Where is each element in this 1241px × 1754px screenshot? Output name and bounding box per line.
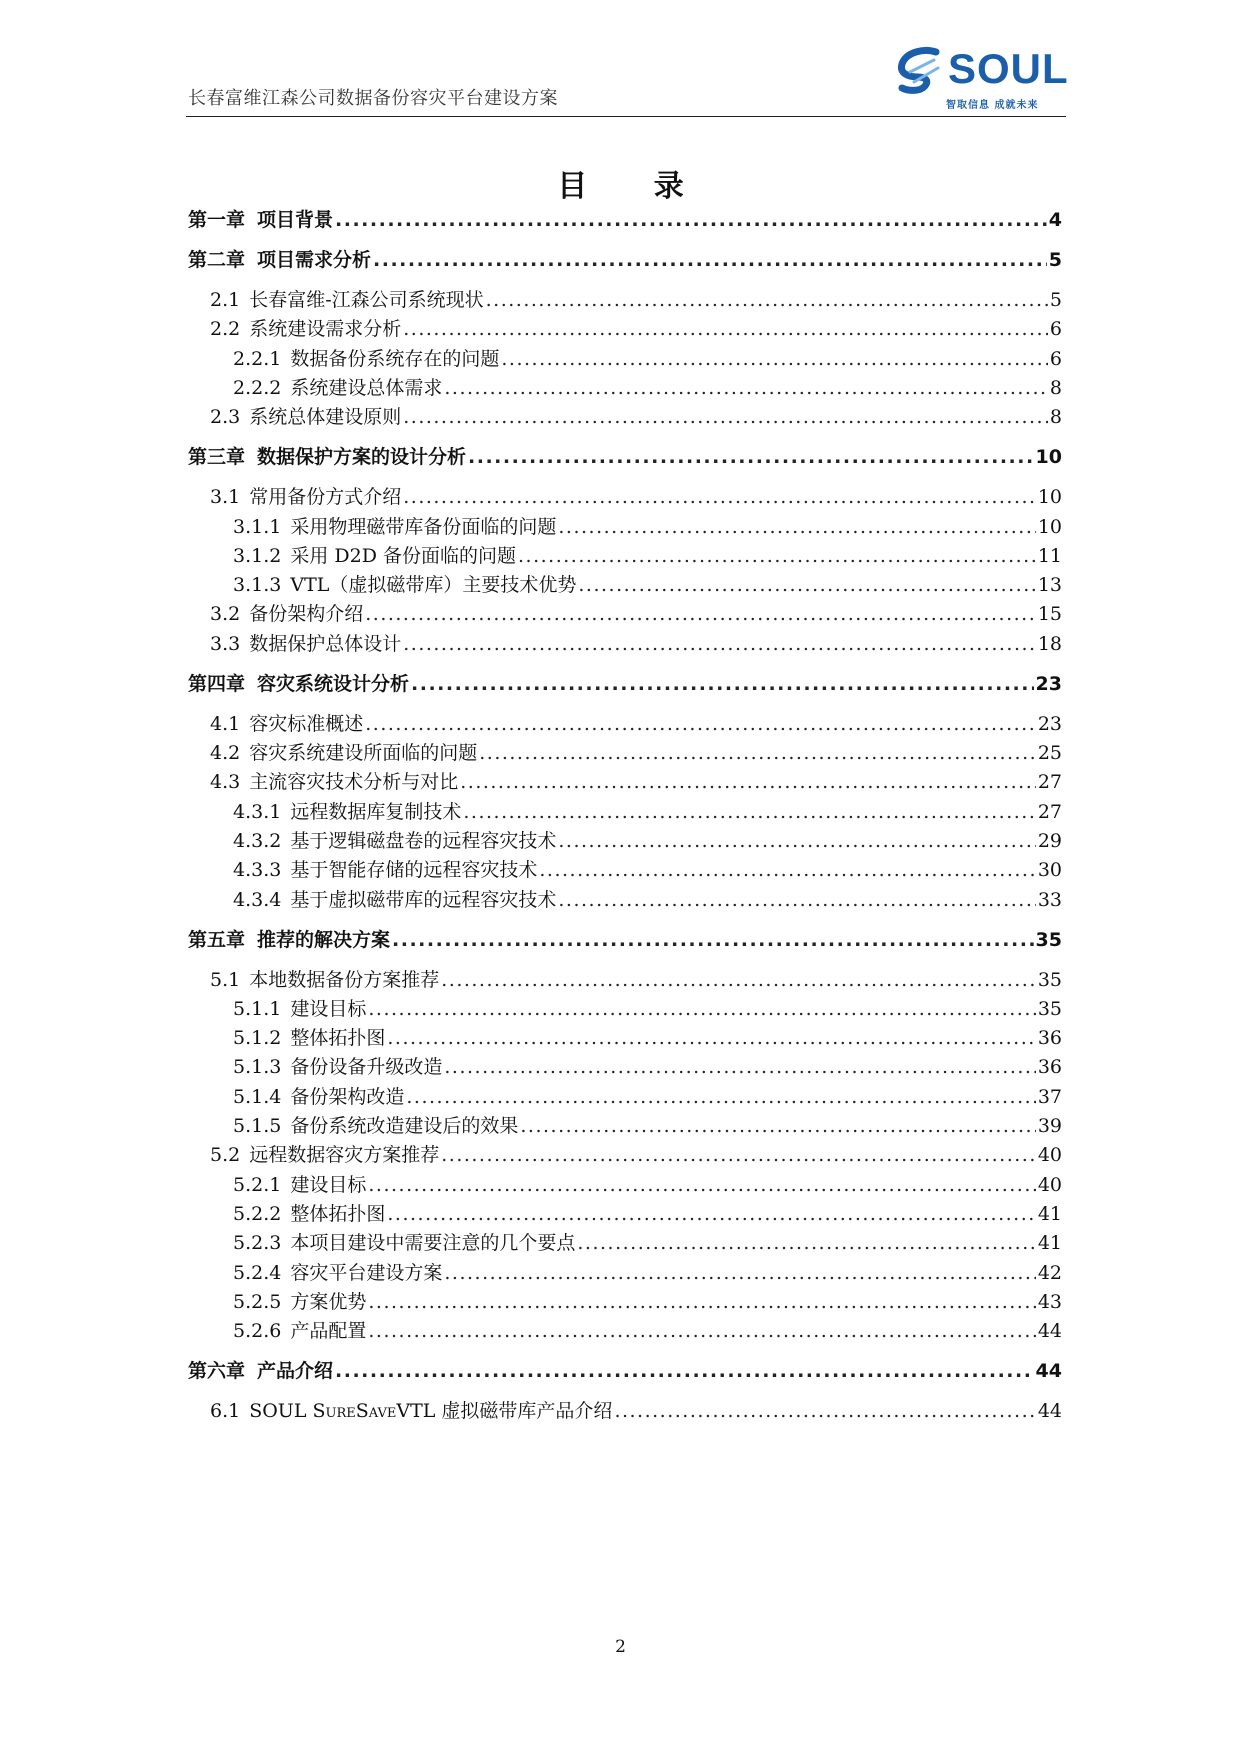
toc-entry-number: 3.1.2 — [233, 544, 282, 567]
toc-dot-leader — [520, 1115, 1035, 1137]
toc-entry-4-3-2[interactable] — [233, 826, 1062, 853]
toc-page-number: 13 — [1037, 574, 1062, 597]
toc-entry-text — [233, 885, 556, 912]
toc-entry-number: 5.1 — [210, 968, 241, 991]
toc-entry-title: SOUL SureSaveVTL 虚拟磁带库产品介绍 — [249, 1400, 613, 1423]
toc-entry-title: 基于逻辑磁盘卷的远程容灾技术 — [290, 829, 557, 852]
toc-entry-text — [210, 599, 363, 626]
toc-dot-leader — [539, 859, 1035, 881]
toc-entry-5-1-2[interactable] — [233, 1023, 1062, 1050]
toc-dot-leader — [614, 1400, 1035, 1422]
toc-dot-leader — [444, 377, 1048, 399]
toc-dot-leader — [444, 1262, 1035, 1284]
toc-entry-title: 建设目标 — [290, 997, 367, 1020]
toc-dot-leader — [558, 889, 1035, 911]
toc-page-number: 42 — [1037, 1261, 1062, 1284]
toc-page-number: 10 — [1035, 446, 1062, 469]
toc-page-number: 27 — [1037, 771, 1062, 794]
toc-dot-leader — [468, 446, 1034, 468]
toc-entry-4-3-1[interactable] — [233, 797, 1062, 824]
toc-dot-leader — [335, 1360, 1034, 1382]
toc-entry-number: 2.2.1 — [233, 347, 282, 370]
toc-entry-3-1-3[interactable] — [233, 570, 1062, 597]
toc-entry-text — [233, 1082, 404, 1109]
toc-entry-number: 5.1.2 — [233, 1027, 282, 1050]
toc-entry-4-2[interactable] — [210, 738, 1062, 765]
toc-entry-text — [188, 442, 466, 469]
toc-page-number: 6 — [1049, 347, 1062, 370]
toc-page-number: 36 — [1037, 1056, 1062, 1079]
toc-entry-3-2[interactable] — [210, 599, 1062, 626]
toc-entry-第六章[interactable] — [188, 1356, 1062, 1383]
toc-entry-title: 备份系统改造建设后的效果 — [290, 1115, 519, 1137]
toc-page-number: 44 — [1035, 1360, 1062, 1383]
toc-entry-number: 5.2 — [210, 1144, 241, 1167]
toc-entry-number: 4.3 — [210, 771, 241, 794]
toc-entry-第五章[interactable] — [188, 925, 1062, 952]
toc-entry-title: 数据保护方案的设计分析 — [257, 446, 467, 469]
soul-logo — [896, 45, 1069, 111]
toc-page-number: 40 — [1037, 1173, 1062, 1196]
toc-page-number: 27 — [1037, 800, 1062, 823]
toc-entry-number: 第四章 — [188, 672, 246, 695]
toc-entry-text — [233, 797, 461, 824]
toc-entry-text — [210, 738, 477, 765]
toc-entry-number: 5.2.2 — [233, 1202, 282, 1225]
toc-page-number: 11 — [1037, 544, 1062, 567]
toc-entry-4-3-3[interactable] — [233, 855, 1062, 882]
toc-entry-第二章[interactable] — [188, 245, 1062, 272]
toc-page-number: 35 — [1035, 928, 1062, 951]
toc-dot-leader — [368, 1174, 1035, 1196]
toc-entry-text — [233, 855, 537, 882]
toc-page-number: 8 — [1049, 406, 1062, 429]
toc-page-number: 35 — [1037, 968, 1062, 991]
logo-tagline: 智取信息 成就未来 — [946, 100, 1039, 111]
logo-wordmark: SOUL — [948, 45, 1069, 92]
toc-entry-number: 5.2.3 — [233, 1232, 282, 1255]
toc-entry-title: 容灾系统建设所面临的问题 — [249, 742, 478, 764]
toc-entry-text — [188, 245, 371, 272]
toc-entry-text — [233, 344, 499, 371]
toc-dot-leader — [368, 998, 1035, 1020]
toc-entry-text — [233, 1199, 385, 1226]
toc-entry-title: 容灾系统设计分析 — [257, 672, 410, 695]
toc-entry-text — [233, 541, 516, 568]
toc-page-number: 6 — [1049, 318, 1062, 341]
toc-entry-title: 系统建设需求分析 — [249, 318, 402, 341]
toc-dot-leader — [441, 1144, 1036, 1166]
toc-entry-text — [188, 205, 333, 232]
toc-page-number: 35 — [1037, 997, 1062, 1020]
toc-entry-title: 基于智能存储的远程容灾技术 — [290, 859, 538, 882]
toc-entry-3-1-1[interactable] — [233, 512, 1062, 539]
toc-entry-text — [233, 1023, 385, 1050]
toc-page-number: 41 — [1037, 1232, 1062, 1255]
toc-entry-title: 备份架构改造 — [290, 1085, 405, 1108]
toc-page-number: 33 — [1037, 888, 1062, 911]
toc-entry-5-1-5[interactable] — [233, 1111, 1062, 1138]
page-header — [186, 40, 1069, 117]
toc-entry-title: 系统建设总体需求 — [290, 376, 443, 399]
toc-entry-2-2-2[interactable] — [233, 373, 1062, 400]
toc-entry-text — [233, 1052, 442, 1079]
toc-entry-text — [210, 965, 439, 992]
toc-heading: 目 录 — [557, 169, 712, 204]
toc-page-number: 5 — [1049, 289, 1062, 311]
toc-entry-4-3-4[interactable] — [233, 885, 1062, 912]
toc-page-number: 23 — [1037, 712, 1062, 735]
toc-entry-title: 基于虚拟磁带库的远程容灾技术 — [290, 888, 557, 911]
toc-entry-title: 项目背景 — [257, 209, 334, 231]
toc-entry-title: 项目需求分析 — [257, 249, 372, 271]
toc-entry-number: 4.1 — [210, 712, 241, 735]
toc-entry-number: 2.2 — [210, 318, 241, 341]
toc-page-number: 37 — [1037, 1085, 1062, 1108]
toc-entry-text — [210, 314, 401, 341]
toc-page-number: 30 — [1037, 859, 1062, 882]
toc-page-number: 5 — [1048, 249, 1062, 271]
toc-entry-number: 2.3 — [210, 406, 241, 429]
toc-dot-leader — [460, 771, 1036, 793]
toc-page-number: 29 — [1037, 829, 1062, 852]
toc-entry-number: 第一章 — [188, 209, 246, 231]
toc-page-number: 25 — [1037, 742, 1062, 764]
toc-entry-number: 2.2.2 — [233, 376, 282, 399]
toc-entry-number: 5.2.6 — [233, 1320, 282, 1343]
toc-dot-leader — [411, 673, 1034, 695]
document-title: 长春富维江森公司数据备份容灾平台建设方案 — [188, 88, 558, 109]
toc-entry-5-2-3[interactable] — [233, 1228, 1062, 1255]
toc-entry-title: 建设目标 — [290, 1173, 367, 1196]
toc-dot-leader — [441, 969, 1036, 991]
toc-entry-text — [233, 1316, 366, 1343]
toc-entry-text — [233, 1170, 366, 1197]
toc-entry-3-1-2[interactable] — [233, 541, 1062, 568]
toc-entry-number: 5.1.1 — [233, 997, 282, 1020]
toc-entry-title: 整体拓扑图 — [290, 1027, 386, 1050]
toc-entry-number: 4.3.4 — [233, 888, 282, 911]
toc-entry-title: VTL（虚拟磁带库）主要技术优势 — [290, 574, 577, 597]
toc-entry-title: 产品配置 — [290, 1320, 367, 1343]
toc-entry-number: 4.3.1 — [233, 800, 282, 823]
toc-entry-number: 5.2.4 — [233, 1261, 282, 1284]
toc-entry-title: 常用备份方式介绍 — [249, 486, 402, 509]
toc-entry-3-3[interactable] — [210, 629, 1062, 656]
toc-entry-text — [210, 482, 401, 509]
toc-dot-leader — [501, 348, 1048, 370]
toc-dot-leader — [373, 249, 1047, 271]
toc-entry-5-1-4[interactable] — [233, 1082, 1062, 1109]
toc-entry-text — [188, 669, 409, 696]
toc-entry-text — [210, 709, 363, 736]
toc-page-number: 8 — [1049, 376, 1062, 399]
toc-dot-leader — [387, 1027, 1035, 1049]
toc-dot-leader — [365, 713, 1036, 735]
toc-entry-title: 产品介绍 — [257, 1360, 334, 1383]
toc-dot-leader — [403, 318, 1048, 340]
toc-entry-title: 整体拓扑图 — [290, 1202, 386, 1225]
toc-page-number: 44 — [1037, 1400, 1062, 1423]
toc-entry-number: 4.3.2 — [233, 829, 282, 852]
toc-entry-2-1[interactable] — [210, 285, 1062, 312]
toc-entry-title: 本地数据备份方案推荐 — [249, 968, 440, 991]
toc-entry-number: 2.1 — [210, 289, 241, 311]
toc-dot-leader — [392, 929, 1034, 951]
toc-entry-5-2-4[interactable] — [233, 1258, 1062, 1285]
toc-entry-number: 5.2.1 — [233, 1173, 282, 1196]
toc-dot-leader — [518, 545, 1036, 567]
toc-entry-title: 备份设备升级改造 — [290, 1056, 443, 1079]
toc-entry-5-2[interactable] — [210, 1140, 1062, 1167]
toc-dot-leader — [365, 603, 1036, 625]
toc-entry-5-1[interactable] — [210, 965, 1062, 992]
toc-dot-leader — [406, 1086, 1035, 1108]
toc-entry-text — [210, 1140, 439, 1167]
toc-dot-leader — [479, 742, 1036, 764]
toc-entry-number: 5.2.5 — [233, 1290, 282, 1313]
toc-entry-number: 3.1 — [210, 486, 241, 509]
page-number: 2 — [615, 1637, 626, 1657]
toc-entry-2-2-1[interactable] — [233, 344, 1062, 371]
toc-entry-title: 备份架构介绍 — [249, 603, 364, 626]
toc-entry-number: 第五章 — [188, 928, 246, 951]
toc-page-number: 23 — [1035, 672, 1062, 695]
toc-page-number: 15 — [1037, 603, 1062, 626]
toc-dot-leader — [444, 1056, 1035, 1078]
toc-page-number: 18 — [1037, 632, 1062, 655]
toc-entry-title: 本项目建设中需要注意的几个要点 — [290, 1232, 576, 1255]
toc-entry-text — [233, 1258, 442, 1285]
toc-dot-leader — [368, 1291, 1035, 1313]
toc-entry-title: 方案优势 — [290, 1290, 367, 1313]
toc-dot-leader — [486, 289, 1048, 311]
toc-entry-number: 5.1.3 — [233, 1056, 282, 1079]
toc-entry-text — [210, 402, 401, 429]
toc-entry-5-2-1[interactable] — [233, 1170, 1062, 1197]
toc-dot-leader — [403, 406, 1048, 428]
toc-entry-title: 远程数据库复制技术 — [290, 800, 462, 823]
toc-entry-number: 3.2 — [210, 603, 241, 626]
toc-entry-第一章[interactable] — [188, 205, 1062, 232]
toc-entry-text — [210, 767, 458, 794]
toc-dot-leader — [463, 801, 1035, 823]
toc-entry-text — [233, 1228, 575, 1255]
toc-entry-text — [233, 1111, 518, 1138]
toc-page-number: 10 — [1037, 515, 1062, 538]
toc-entry-number: 3.1.1 — [233, 515, 282, 538]
toc-entry-text — [188, 1356, 333, 1383]
toc-entry-text — [233, 1287, 366, 1314]
toc-entry-title: 数据备份系统存在的问题 — [290, 347, 500, 370]
toc-entry-number: 第六章 — [188, 1360, 246, 1383]
toc-entry-number: 第二章 — [188, 249, 246, 271]
toc-entry-number: 4.3.3 — [233, 859, 282, 882]
toc-entry-2-2[interactable] — [210, 314, 1062, 341]
toc-entry-text — [188, 925, 390, 952]
toc-entry-4-3[interactable] — [210, 767, 1062, 794]
toc-entry-5-2-6[interactable] — [233, 1316, 1062, 1343]
toc-dot-leader — [558, 830, 1035, 852]
toc-entry-title: 系统总体建设原则 — [249, 406, 402, 429]
toc-entry-text — [210, 629, 401, 656]
toc-dot-leader — [368, 1320, 1035, 1342]
toc-dot-leader — [335, 209, 1047, 231]
toc-entry-5-1-1[interactable] — [233, 994, 1062, 1021]
toc-entry-第三章[interactable] — [188, 442, 1062, 469]
toc-entry-number: 5.1.4 — [233, 1085, 282, 1108]
toc-entry-title: 长春富维-江森公司系统现状 — [249, 289, 484, 311]
toc-entry-number: 6.1 — [210, 1400, 241, 1423]
toc-page-number: 4 — [1048, 209, 1062, 231]
toc-entry-title: 数据保护总体设计 — [249, 632, 402, 655]
toc-entry-title: 远程数据容灾方案推荐 — [249, 1144, 440, 1167]
toc-entry-text — [233, 826, 556, 853]
toc-entry-text — [210, 285, 484, 312]
toc-entry-text — [210, 1396, 612, 1423]
toc-page-number: 43 — [1037, 1290, 1062, 1313]
toc-page-number: 10 — [1037, 486, 1062, 509]
toc-entry-text — [233, 373, 442, 400]
toc-entry-number: 5.1.5 — [233, 1115, 282, 1137]
toc-entry-title: 采用 D2D 备份面临的问题 — [290, 544, 516, 567]
toc-page-number: 36 — [1037, 1027, 1062, 1050]
toc-entry-2-3[interactable] — [210, 402, 1062, 429]
toc-page-number: 41 — [1037, 1202, 1062, 1225]
toc-entry-title: 主流容灾技术分析与对比 — [249, 771, 459, 794]
toc-entry-text — [233, 512, 556, 539]
toc-entry-5-2-2[interactable] — [233, 1199, 1062, 1226]
toc-dot-leader — [578, 574, 1035, 596]
toc-page-number: 40 — [1037, 1144, 1062, 1167]
toc-dot-leader — [403, 633, 1036, 655]
toc-entry-number: 第三章 — [188, 446, 246, 469]
toc-page-number: 39 — [1037, 1115, 1062, 1137]
toc-dot-leader — [403, 486, 1036, 508]
soul-logo-mark-icon — [896, 46, 948, 96]
toc-dot-leader — [558, 516, 1035, 538]
toc-entry-5-1-3[interactable] — [233, 1052, 1062, 1079]
toc-entry-4-1[interactable] — [210, 709, 1062, 736]
toc-entry-5-2-5[interactable] — [233, 1287, 1062, 1314]
toc-entry-number: 3.3 — [210, 632, 241, 655]
toc-dot-leader — [387, 1203, 1035, 1225]
toc-dot-leader — [577, 1232, 1035, 1254]
toc-entry-number: 3.1.3 — [233, 574, 282, 597]
toc-entry-title: 容灾平台建设方案 — [290, 1261, 443, 1284]
toc-entry-text — [233, 994, 366, 1021]
toc-entry-text — [233, 570, 576, 597]
toc-entry-title: 容灾标准概述 — [249, 712, 364, 735]
toc-entry-title: 采用物理磁带库备份面临的问题 — [290, 515, 557, 538]
toc-entry-title: 推荐的解决方案 — [257, 928, 391, 951]
toc-entry-6-1[interactable] — [210, 1396, 1062, 1423]
toc-entry-number: 4.2 — [210, 742, 241, 764]
toc-entry-第四章[interactable] — [188, 669, 1062, 696]
toc-page-number: 44 — [1037, 1320, 1062, 1343]
toc-entry-3-1[interactable] — [210, 482, 1062, 509]
